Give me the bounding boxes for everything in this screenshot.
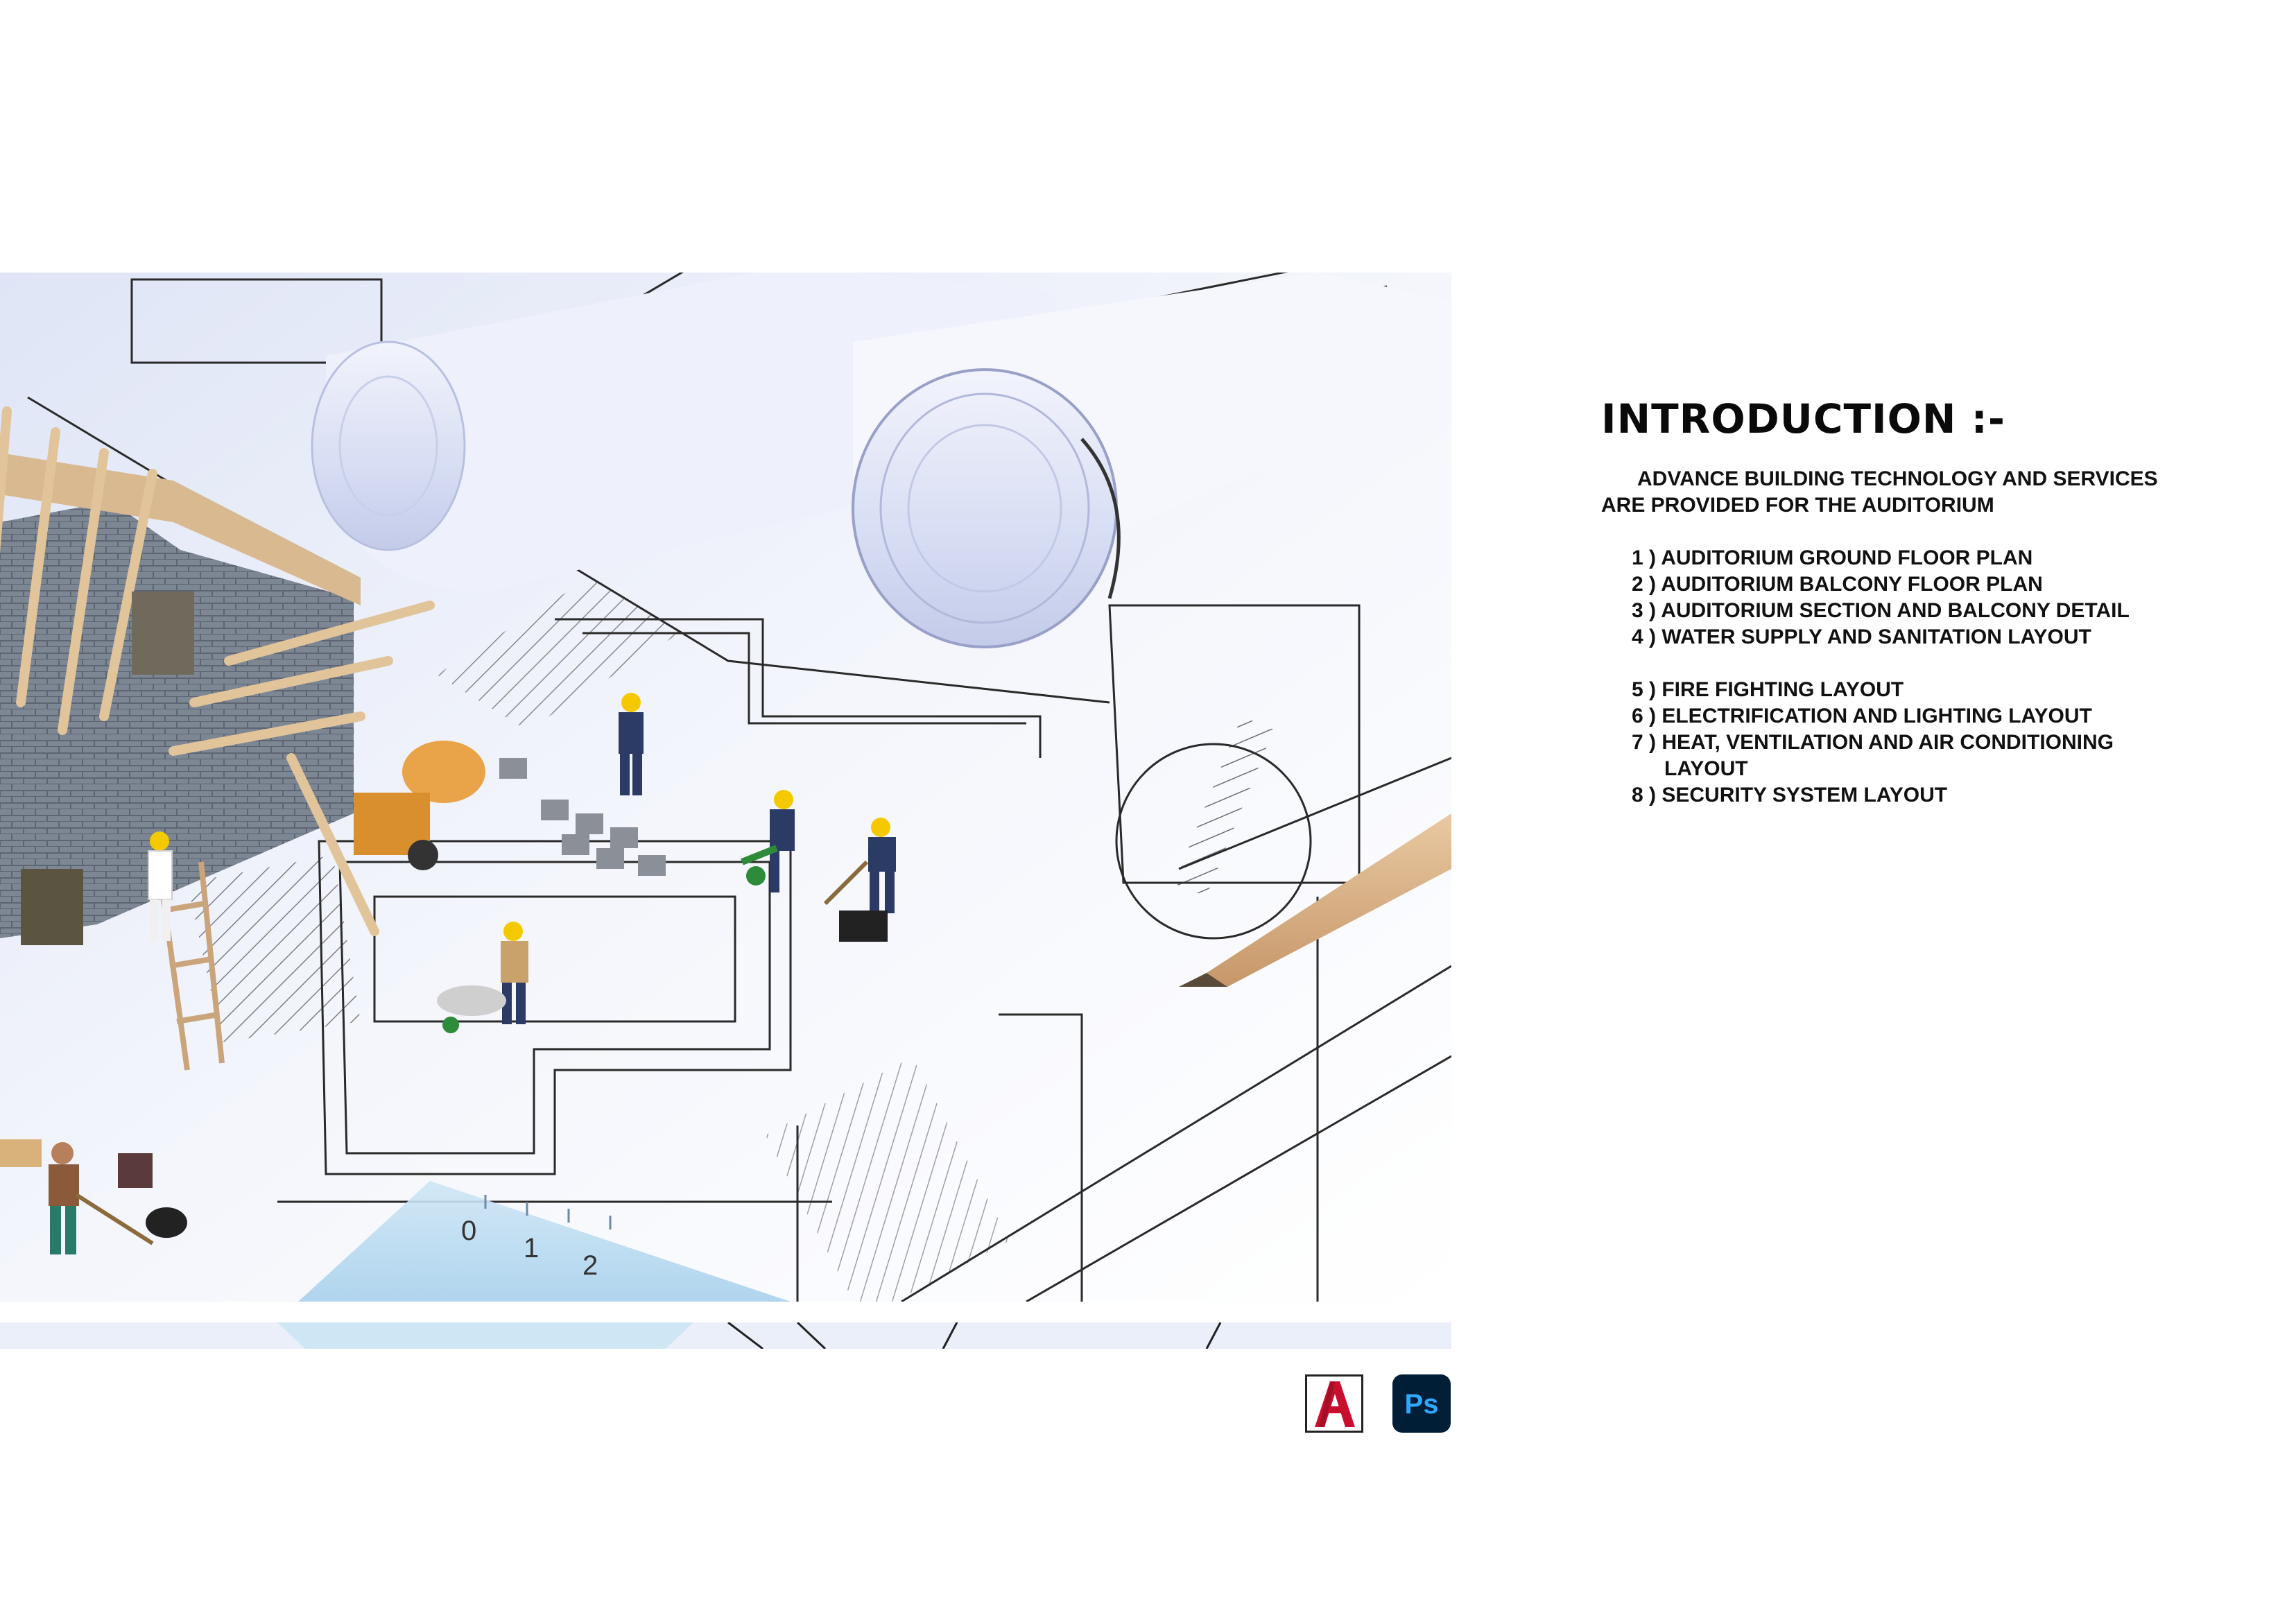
hero-photo	[0, 273, 1451, 1302]
list-item-multiline	[1632, 730, 2114, 782]
list-item-line-2: LAYOUT	[1664, 757, 1748, 780]
list-item: 1 ) AUDITORIUM GROUND FLOOR PLAN	[1632, 546, 2033, 569]
photoshop-icon-label: Ps	[1404, 1389, 1439, 1420]
list-item: 6 ) ELECTRIFICATION AND LIGHTING LAYOUT	[1632, 705, 2092, 727]
list-item: 3 ) AUDITORIUM SECTION AND BALCONY DETAIL	[1632, 599, 2130, 622]
photoshop-icon	[1392, 1374, 1451, 1433]
list-item: 5 ) FIRE FIGHTING LAYOUT	[1632, 678, 1904, 701]
intro-title: INTRODUCTION :-	[1601, 395, 2005, 442]
ruler-mark-0: 0	[461, 1216, 477, 1246]
list-item: 8 ) SECURITY SYSTEM LAYOUT	[1632, 784, 1948, 806]
ruler-mark-2: 2	[582, 1250, 598, 1281]
autocad-icon	[1305, 1374, 1363, 1433]
hero-photo-strip	[0, 1322, 1451, 1349]
intro-paragraph	[1601, 466, 2225, 519]
ruler-mark-1: 1	[524, 1233, 540, 1263]
contents-list-part-2	[1632, 677, 2114, 809]
list-item: 2 ) AUDITORIUM BALCONY FLOOR PLAN	[1632, 573, 2043, 596]
software-icons	[1305, 1374, 1452, 1434]
list-item: 4 ) WATER SUPPLY AND SANITATION LAYOUT	[1632, 625, 2091, 648]
list-item-line-1: 7 ) HEAT, VENTILATION AND AIR CONDITIONING	[1632, 731, 2114, 754]
contents-list-part-1	[1632, 545, 2130, 650]
intro-paragraph-line-1: ADVANCE BUILDING TECHNOLOGY AND SERVICES	[1637, 467, 2158, 490]
intro-paragraph-line-2: ARE PROVIDED FOR THE AUDITORIUM	[1601, 494, 1994, 517]
